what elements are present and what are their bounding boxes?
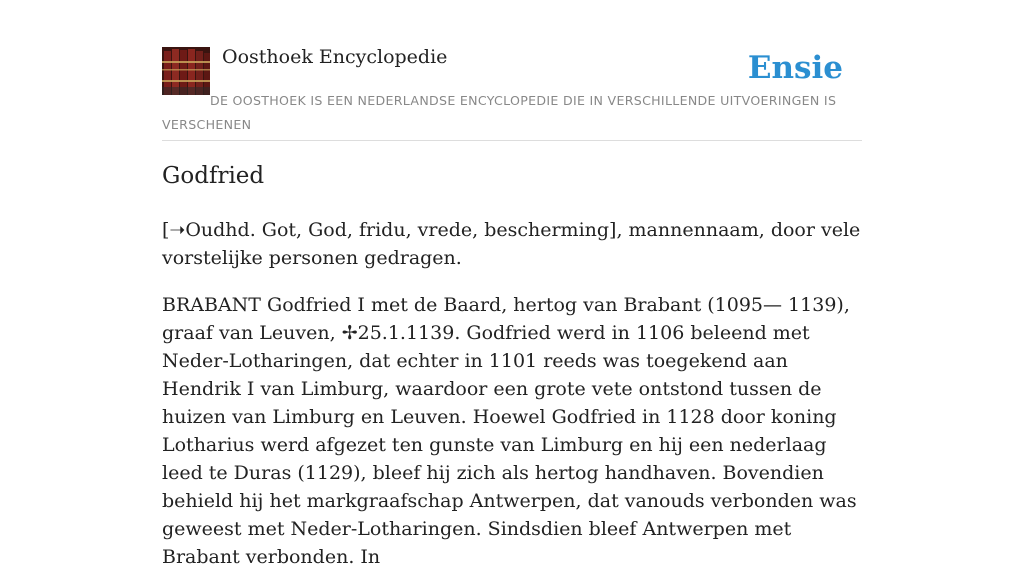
site-avatar[interactable]	[162, 47, 210, 95]
page-container	[162, 0, 862, 568]
site-title[interactable]: Oosthoek Encyclopedie	[222, 46, 448, 68]
article-title: Godfried	[162, 163, 265, 189]
site-tagline: DE OOSTHOEK IS EEN NEDERLANDSE ENCYCLOPEDIE DIE IN VERSCHILLENDE UITVOERINGEN IS VERSCHENEN	[162, 93, 837, 132]
site-header	[162, 0, 862, 141]
brand-logo[interactable]: Ensie	[747, 50, 843, 86]
article-paragraph-1: [➝Oudhd. Got, God, fridu, vrede, bescherming], mannennaam, door vele vorstelijke personen gedragen.	[162, 219, 861, 269]
book-spines-icon	[162, 47, 210, 95]
article-paragraph-2: BRABANT Godfried I met de Baard, hertog van Brabant (1095— 1139), graaf van Leuven, ✢25.1.1139. Godfried werd in 1106 beleend met Neder-Lotharingen, dat echter in 1101 reeds was toegekend aan Hendrik I van Limburg, waardoor een grote vete ontstond tussen de huizen van Limburg en Leuven. Hoewel Godfried in 1128 door koning Lotharius werd afgezet ten gunste van Limburg en hij een nederlaag leed te Duras (1129), bleef hij zich als hertog handhaven. Bovendien behield hij het markgraafschap Antwerpen, dat vanouds verbonden was geweest met Neder-Lotharingen. Sindsdien bleef Antwerpen met Brabant verbonden. In	[162, 294, 857, 568]
